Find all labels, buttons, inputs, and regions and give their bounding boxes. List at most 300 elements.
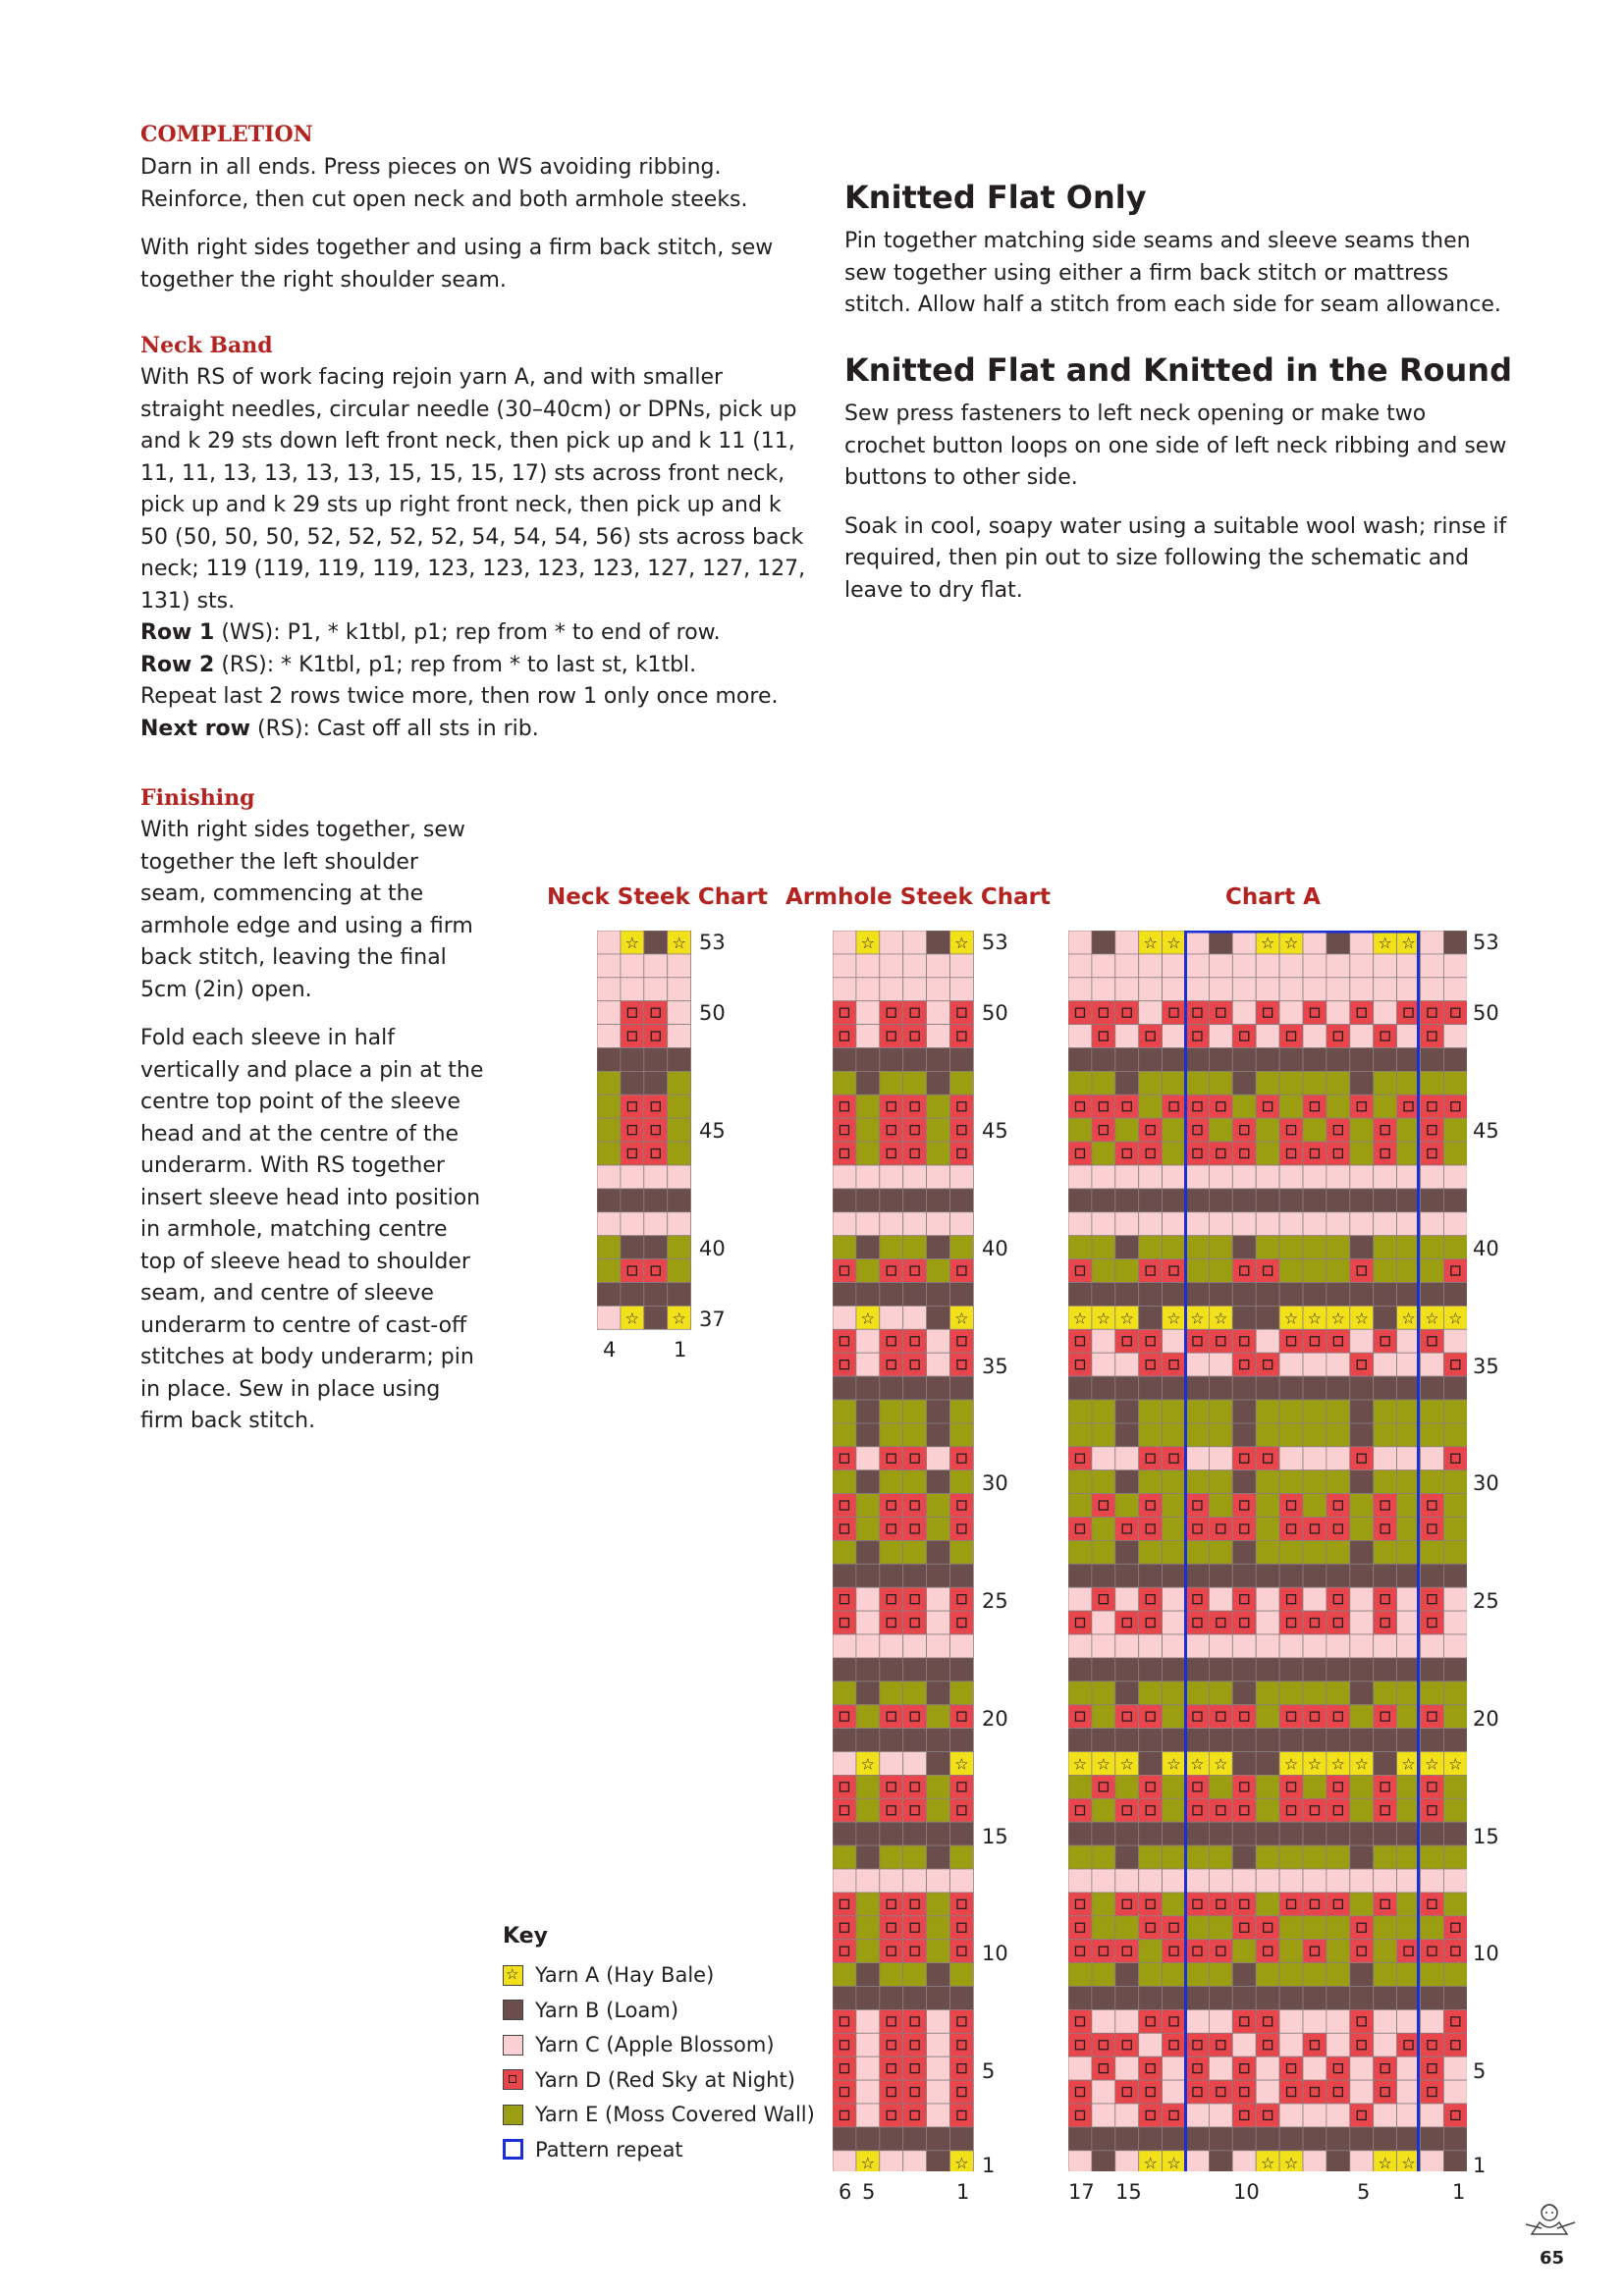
chart-stitch	[1186, 1400, 1210, 1423]
chart-stitch	[1303, 1987, 1326, 2010]
chart-stitch	[903, 1001, 927, 1025]
chart-stitch	[1092, 1869, 1115, 1893]
key-label: Yarn A (Hay Bale)	[535, 1963, 715, 1987]
chart-stitch	[1303, 1165, 1326, 1189]
chart-stitch	[1397, 2009, 1421, 2033]
chart-stitch	[856, 1118, 880, 1142]
chart-stitch	[856, 1916, 880, 1940]
chart-stitch	[856, 1564, 880, 1587]
chart-stitch	[880, 1822, 903, 1845]
chart-stitch	[597, 1095, 621, 1118]
chart-stitch	[1068, 1048, 1092, 1072]
chart-stitch	[1421, 1987, 1444, 2010]
chart-stitch	[1303, 1494, 1326, 1518]
chart-stitch	[880, 1306, 903, 1329]
chart-stitch	[1163, 1212, 1186, 1236]
chart-stitch	[1443, 1893, 1467, 1916]
chart-stitch	[927, 1845, 950, 1869]
svg-text:☆: ☆	[860, 1308, 876, 1328]
chart-stitch	[1326, 1259, 1350, 1283]
chart-stitch	[856, 1189, 880, 1212]
chart-stitch	[1092, 1822, 1115, 1845]
chart-stitch	[903, 931, 927, 954]
chart-stitch	[1139, 1376, 1163, 1400]
neck-band-paragraph: With RS of work facing rejoin yarn A, and with smaller straight needles, circular needle (30–40cm) or DPNs, pick up and k 29 sts down left front neck, then pick up and k 11 (11, 11, 11, 13, 13, 13, 13, 15, 15, 15, 17) sts across front neck, pick up and k 29 sts up right front neck, then pick up and k 50 (50, 50, 50, 52, 52, 52, 52, 54, 54, 54, 56) sts across back neck; 119 (119, 119, 119, 123, 123, 123, 123, 127, 127, 127, 131) sts.	[140, 365, 806, 614]
chart-stitch	[1139, 1212, 1163, 1236]
chart-stitch	[1443, 1729, 1467, 1752]
chart-stitch	[833, 1189, 856, 1212]
chart-stitch	[880, 2056, 903, 2080]
chart-stitch	[1421, 1940, 1444, 1963]
svg-text:☆: ☆	[954, 933, 969, 952]
chart-stitch	[833, 1634, 856, 1658]
chart-stitch	[903, 2080, 927, 2104]
chart-stitch	[1209, 1564, 1232, 1587]
chart-stitch	[1279, 1095, 1303, 1118]
chart-stitch	[1350, 1869, 1374, 1893]
svg-text:☆: ☆	[1283, 1308, 1299, 1328]
chart-stitch	[903, 1587, 927, 1611]
chart-stitch	[1279, 1705, 1303, 1729]
chart-stitch	[1232, 2009, 1256, 2033]
chart-stitch	[1163, 978, 1186, 1001]
chart-stitch	[644, 1189, 668, 1212]
chart-stitch	[1068, 1729, 1092, 1752]
chart-stitch	[1256, 2056, 1279, 2080]
chart-stitch	[880, 1893, 903, 1916]
chart-stitch	[1374, 1682, 1397, 1705]
svg-text:☆: ☆	[1190, 1754, 1205, 1774]
chart-stitch	[1115, 1775, 1139, 1798]
chart-stitch	[1326, 1001, 1350, 1025]
chart-stitch	[1374, 1165, 1397, 1189]
chart-stitch	[1326, 1306, 1350, 1329]
chart-stitch	[1209, 1423, 1232, 1447]
chart-stitch	[1350, 1142, 1374, 1165]
chart-stitch	[1421, 1729, 1444, 1752]
chart-stitch	[856, 1752, 880, 1776]
chart-stitch	[950, 931, 974, 954]
chart-stitch	[833, 1963, 856, 1987]
chart-stitch	[1092, 1940, 1115, 1963]
chart-stitch	[1163, 2151, 1186, 2171]
chart-a-column-number: 17	[1068, 2180, 1095, 2204]
chart-stitch	[1303, 1518, 1326, 1541]
chart-stitch	[1256, 1353, 1279, 1376]
chart-stitch	[833, 2104, 856, 2127]
chart-stitch	[880, 1071, 903, 1095]
chart-stitch	[927, 1283, 950, 1307]
chart-stitch	[1186, 1822, 1210, 1845]
chart-stitch	[856, 931, 880, 954]
chart-stitch	[880, 1705, 903, 1729]
svg-text:☆: ☆	[1096, 1308, 1111, 1328]
chart-stitch	[1279, 1329, 1303, 1353]
chart-stitch	[1256, 1658, 1279, 1682]
chart-stitch	[1068, 1165, 1092, 1189]
chart-stitch	[1421, 1001, 1444, 1025]
chart-stitch	[833, 2080, 856, 2104]
chart-stitch	[833, 1236, 856, 1259]
chart-stitch	[1326, 1658, 1350, 1682]
chart-stitch	[1256, 1400, 1279, 1423]
chart-stitch	[927, 2104, 950, 2127]
chart-stitch	[1279, 1283, 1303, 1307]
chart-stitch	[1397, 1470, 1421, 1494]
chart-stitch	[1279, 1025, 1303, 1048]
chart-stitch	[1115, 1071, 1139, 1095]
chart-stitch	[1163, 1940, 1186, 1963]
chart-stitch	[950, 1118, 974, 1142]
chart-stitch	[1303, 1682, 1326, 1705]
chart-stitch	[1163, 1423, 1186, 1447]
chart-stitch	[1139, 1165, 1163, 1189]
chart-stitch	[880, 2127, 903, 2151]
chart-stitch	[644, 1259, 668, 1283]
chart-stitch	[1068, 1236, 1092, 1259]
chart-stitch	[668, 954, 691, 978]
chart-stitch	[1232, 1822, 1256, 1845]
neck-row-number: 45	[699, 1119, 726, 1143]
chart-stitch	[1326, 2151, 1350, 2171]
chart-stitch	[903, 1447, 927, 1470]
chart-stitch	[1256, 1540, 1279, 1564]
chart-stitch	[1397, 2033, 1421, 2056]
chart-stitch	[1326, 1705, 1350, 1729]
chart-stitch	[1186, 1658, 1210, 1682]
svg-text:☆: ☆	[624, 933, 640, 952]
chart-stitch	[1232, 1283, 1256, 1307]
chart-stitch	[1068, 1142, 1092, 1165]
chart-stitch	[856, 1400, 880, 1423]
chart-stitch	[1326, 1963, 1350, 1987]
chart-stitch	[1232, 1236, 1256, 1259]
chart-stitch	[1068, 1470, 1092, 1494]
chart-stitch	[1397, 931, 1421, 954]
chart-stitch	[927, 1611, 950, 1634]
chart-stitch	[1374, 1540, 1397, 1564]
knitted-flat-section	[844, 226, 1512, 322]
chart-stitch	[1256, 2151, 1279, 2171]
chart-stitch	[1232, 1987, 1256, 2010]
chart-stitch	[1139, 954, 1163, 978]
chart-stitch	[927, 1822, 950, 1845]
chart-stitch	[927, 1071, 950, 1095]
chart-stitch	[1068, 1329, 1092, 1353]
chart-stitch	[1443, 1236, 1467, 1259]
chart-stitch	[1326, 1682, 1350, 1705]
chart-stitch	[1279, 1564, 1303, 1587]
next-row-instruction	[140, 714, 808, 746]
chart-stitch	[1443, 1587, 1467, 1611]
chart-stitch	[1374, 1611, 1397, 1634]
chart-stitch	[880, 1118, 903, 1142]
chart-stitch	[833, 1118, 856, 1142]
chart-stitch	[903, 1048, 927, 1072]
chart-stitch	[856, 1869, 880, 1893]
chart-stitch	[1326, 1822, 1350, 1845]
chart-stitch	[1303, 978, 1326, 1001]
chart-stitch	[1397, 1025, 1421, 1048]
chart-stitch	[1068, 1963, 1092, 1987]
chart-stitch	[1139, 1752, 1163, 1776]
chart-stitch	[833, 1611, 856, 1634]
chart-stitch	[1068, 1001, 1092, 1025]
svg-text:☆: ☆	[1260, 2153, 1275, 2171]
chart-stitch	[1092, 1447, 1115, 1470]
chart-stitch	[621, 1259, 644, 1283]
svg-text:☆: ☆	[1166, 933, 1181, 952]
chart-stitch	[1256, 1798, 1279, 1822]
chart-stitch	[1139, 1564, 1163, 1587]
chart-stitch	[1163, 1470, 1186, 1494]
chart-stitch	[1186, 1798, 1210, 1822]
chart-stitch	[1443, 1658, 1467, 1682]
chart-stitch	[833, 1071, 856, 1095]
chart-stitch	[1443, 1048, 1467, 1072]
chart-stitch	[1163, 1259, 1186, 1283]
chart-stitch	[927, 1940, 950, 1963]
chart-stitch	[833, 1987, 856, 2010]
chart-stitch	[1209, 1001, 1232, 1025]
chart-stitch	[1397, 1987, 1421, 2010]
chart-stitch	[1068, 2009, 1092, 2033]
svg-text:☆: ☆	[1330, 1308, 1346, 1328]
chart-stitch	[1139, 1587, 1163, 1611]
chart-stitch	[1326, 954, 1350, 978]
chart-stitch	[668, 1283, 691, 1307]
chart-stitch	[1256, 2080, 1279, 2104]
chart-stitch	[1443, 1259, 1467, 1283]
chart-stitch	[1326, 1400, 1350, 1423]
chart-stitch	[1139, 1729, 1163, 1752]
chart-stitch	[621, 1189, 644, 1212]
chart-stitch	[1256, 1963, 1279, 1987]
chart-stitch	[1326, 1329, 1350, 1353]
chart-stitch	[1397, 1001, 1421, 1025]
chart-stitch	[903, 1658, 927, 1682]
chart-stitch	[903, 1845, 927, 1869]
chart-stitch	[621, 1165, 644, 1189]
chart-stitch	[1256, 1001, 1279, 1025]
chart-stitch	[1326, 2056, 1350, 2080]
svg-text:☆: ☆	[1330, 1754, 1346, 1774]
chart-stitch	[1232, 1376, 1256, 1400]
chart-stitch	[1326, 1940, 1350, 1963]
chart-stitch	[1256, 1071, 1279, 1095]
chart-stitch	[1209, 1095, 1232, 1118]
neck-row-number: 53	[699, 931, 726, 954]
chart-stitch	[1326, 978, 1350, 1001]
chart-stitch	[1443, 1798, 1467, 1822]
chart-stitch	[644, 954, 668, 978]
chart-stitch	[880, 1963, 903, 1987]
chart-stitch	[950, 1705, 974, 1729]
chart-stitch	[1232, 1470, 1256, 1494]
neck-row-number: 40	[699, 1237, 726, 1260]
chart-stitch	[903, 1705, 927, 1729]
chart-stitch	[1139, 1329, 1163, 1353]
chart-stitch	[1209, 1987, 1232, 2010]
chart-stitch	[1139, 2127, 1163, 2151]
chart-stitch	[1421, 931, 1444, 954]
chart-stitch	[1374, 1658, 1397, 1682]
chart-stitch	[1209, 1470, 1232, 1494]
chart-stitch	[1397, 1634, 1421, 1658]
chart-stitch	[1326, 1916, 1350, 1940]
chart-stitch	[1232, 1869, 1256, 1893]
chart-stitch	[1397, 1306, 1421, 1329]
chart-stitch	[833, 1142, 856, 1165]
chart-stitch	[856, 1963, 880, 1987]
chart-stitch	[1139, 2104, 1163, 2127]
chart-stitch	[1443, 2080, 1467, 2104]
chart-stitch	[1397, 1283, 1421, 1307]
chart-stitch	[1163, 1071, 1186, 1095]
chart-stitch	[668, 1259, 691, 1283]
chart-stitch	[1256, 1869, 1279, 1893]
svg-text:☆: ☆	[954, 1754, 969, 1774]
chart-stitch	[880, 1658, 903, 1682]
chart-stitch	[1163, 1048, 1186, 1072]
chart-stitch	[880, 1775, 903, 1798]
chart-stitch	[1303, 1916, 1326, 1940]
chart-stitch	[1186, 1987, 1210, 2010]
chart-stitch	[880, 1611, 903, 1634]
chart-stitch	[1186, 1940, 1210, 1963]
chart-stitch	[621, 1048, 644, 1072]
chart-stitch	[1232, 1916, 1256, 1940]
chart-stitch	[1068, 2104, 1092, 2127]
chart-a-row-number: 20	[1473, 1707, 1499, 1731]
chart-a-title: Chart A	[1225, 884, 1321, 910]
chart-stitch	[1115, 1869, 1139, 1893]
chart-stitch	[1092, 1283, 1115, 1307]
chart-stitch	[927, 1142, 950, 1165]
svg-text:☆: ☆	[1119, 1308, 1134, 1328]
chart-stitch	[1232, 1048, 1256, 1072]
chart-stitch	[1115, 1329, 1139, 1353]
chart-stitch	[1209, 2009, 1232, 2033]
chart-stitch	[950, 954, 974, 978]
chart-stitch	[1139, 1283, 1163, 1307]
chart-stitch	[1163, 1658, 1186, 1682]
chart-stitch	[1350, 1705, 1374, 1729]
chart-stitch	[1350, 1376, 1374, 1400]
chart-stitch	[1421, 2056, 1444, 2080]
chart-stitch	[1326, 1423, 1350, 1447]
chart-stitch	[1374, 1236, 1397, 1259]
key-swatch	[503, 2000, 523, 2020]
chart-stitch	[1068, 1752, 1092, 1776]
chart-stitch	[833, 1423, 856, 1447]
chart-stitch	[1303, 1329, 1326, 1353]
chart-stitch	[927, 1775, 950, 1798]
chart-stitch	[1115, 1658, 1139, 1682]
chart-stitch	[1443, 954, 1467, 978]
svg-text:☆: ☆	[1283, 2153, 1299, 2171]
chart-stitch	[903, 1095, 927, 1118]
chart-stitch	[1374, 1142, 1397, 1165]
chart-stitch	[927, 1376, 950, 1400]
key-title: Key	[503, 1924, 548, 1949]
chart-a-row-number: 35	[1473, 1355, 1499, 1378]
chart-stitch	[1326, 1611, 1350, 1634]
chart-stitch	[927, 1212, 950, 1236]
chart-stitch	[1350, 2033, 1374, 2056]
chart-stitch	[833, 1869, 856, 1893]
chart-stitch	[1279, 2104, 1303, 2127]
chart-stitch	[1326, 1564, 1350, 1587]
chart-stitch	[856, 1634, 880, 1658]
chart-stitch	[927, 1564, 950, 1587]
chart-stitch	[880, 1189, 903, 1212]
armhole-column-number: 1	[956, 2180, 970, 2204]
chart-stitch	[1303, 1236, 1326, 1259]
chart-stitch	[1209, 1329, 1232, 1353]
chart-stitch	[1279, 1165, 1303, 1189]
chart-stitch	[1303, 1306, 1326, 1329]
chart-stitch	[1163, 1142, 1186, 1165]
chart-stitch	[950, 1822, 974, 1845]
chart-stitch	[880, 1916, 903, 1940]
key-item	[503, 2068, 795, 2092]
chart-stitch	[1115, 1752, 1139, 1776]
chart-stitch	[1303, 954, 1326, 978]
chart-stitch	[1421, 1963, 1444, 1987]
chart-stitch	[880, 1142, 903, 1165]
chart-stitch	[927, 1893, 950, 1916]
chart-stitch	[1209, 1447, 1232, 1470]
chart-stitch	[1232, 1940, 1256, 1963]
chart-stitch	[644, 1212, 668, 1236]
chart-stitch	[1279, 978, 1303, 1001]
chart-stitch	[1350, 1353, 1374, 1376]
armhole-row-number: 10	[982, 1942, 1008, 1965]
chart-stitch	[1092, 1306, 1115, 1329]
chart-stitch	[644, 1283, 668, 1307]
chart-stitch	[1232, 1259, 1256, 1283]
chart-stitch	[1092, 1142, 1115, 1165]
chart-stitch	[1443, 1916, 1467, 1940]
next-row-text: (RS): Cast off all sts in rib.	[250, 716, 539, 741]
chart-stitch	[1326, 1025, 1350, 1048]
chart-stitch	[950, 2009, 974, 2033]
chart-stitch	[1303, 2056, 1326, 2080]
chart-stitch	[1303, 1142, 1326, 1165]
chart-stitch	[1350, 1071, 1374, 1095]
chart-stitch	[1303, 1025, 1326, 1048]
chart-a-row-number: 25	[1473, 1589, 1499, 1613]
chart-stitch	[621, 1001, 644, 1025]
chart-stitch	[856, 1283, 880, 1307]
chart-stitch	[856, 1259, 880, 1283]
chart-stitch	[950, 2127, 974, 2151]
chart-stitch	[1209, 1236, 1232, 1259]
chart-stitch	[903, 1518, 927, 1541]
chart-stitch	[1374, 1987, 1397, 2010]
chart-a-row-number: 10	[1473, 1942, 1499, 1965]
chart-stitch	[1397, 2127, 1421, 2151]
chart-stitch	[1303, 1963, 1326, 1987]
chart-stitch	[1209, 978, 1232, 1001]
chart-stitch	[1186, 954, 1210, 978]
neck-row-number: 50	[699, 1001, 726, 1025]
chart-stitch	[1232, 2056, 1256, 2080]
knitted-flat-title: Knitted Flat Only	[844, 179, 1147, 216]
chart-stitch	[1374, 1447, 1397, 1470]
chart-stitch	[1232, 1587, 1256, 1611]
